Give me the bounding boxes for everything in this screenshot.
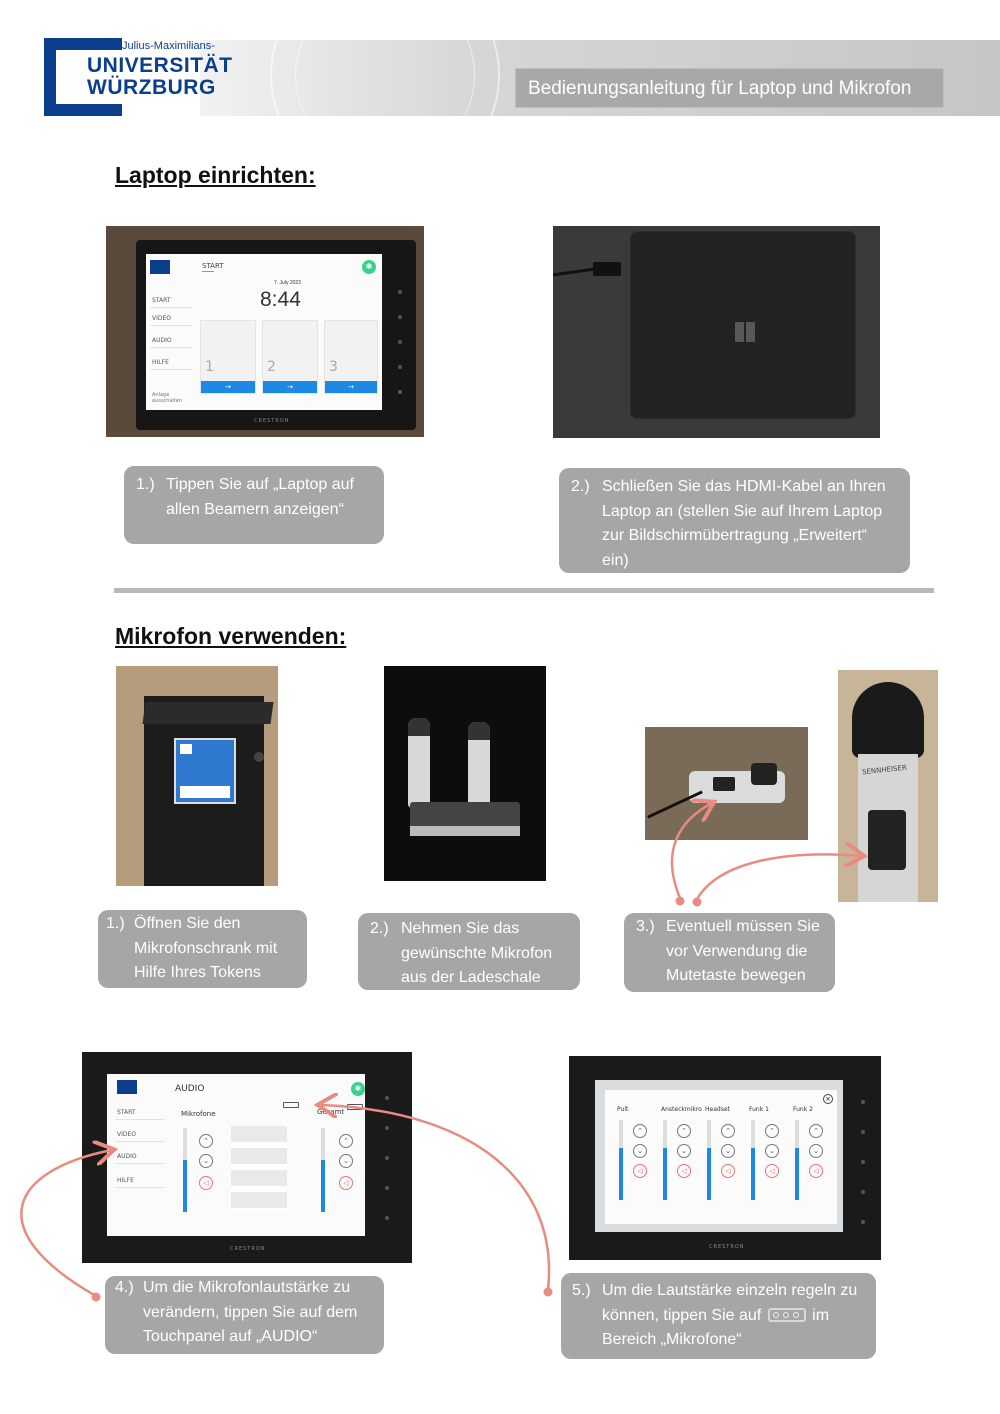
light-bulb-icon: ✱ [362,260,376,274]
lock-knob-icon [254,752,264,762]
card-number: 1 [205,359,214,375]
channel-label: Funk 1 [749,1106,769,1113]
start-card-2 [262,320,318,394]
photo-mic-cabinet [116,666,278,886]
arrow-dot [676,897,685,906]
caption-mic-step-1 [98,910,307,988]
arrow-dot [544,1288,553,1297]
menu-video: VIDEO [115,1128,165,1142]
step-text-part-a: Um die Lautstärke einzeln regeln zu können, tippen Sie auf [602,1282,858,1324]
menu-start: START [115,1106,165,1120]
device-brand: CRESTRON [230,1246,266,1252]
step-number: 1.) [106,915,125,932]
channel-slider [795,1120,799,1200]
channel-detail-icon [768,1308,806,1322]
bodypack-cable [647,790,703,818]
hardware-button [385,1216,389,1220]
hardware-button [385,1126,389,1130]
hardware-button [385,1156,389,1160]
volume-down-icon: ⌄ [633,1144,647,1158]
mic-presets-grid [231,1126,287,1210]
mute-icon: ◁ [721,1164,735,1178]
arrow-dot [92,1293,101,1302]
screen-title: START [202,262,224,270]
bodypack-transmitter [689,771,785,803]
slider-fill [707,1148,711,1200]
section-divider [114,588,934,593]
touchpanel-screen [146,254,382,410]
caption-mic-step-4 [105,1276,384,1354]
volume-down-icon: ⌄ [765,1144,779,1158]
step-text: Nehmen Sie das gewünschte Mikrofon aus der Ladeschale [401,920,553,986]
device-brand: CRESTRON [254,418,290,424]
step-text [602,1279,857,1353]
screen-logo-icon [117,1080,137,1094]
section-gesamt: Gesamt [317,1108,345,1116]
mic-volume-slider [183,1128,187,1212]
cabinet-top [142,702,273,724]
hardware-button [398,365,402,369]
card-number: 3 [329,359,338,375]
slider-fill [751,1148,755,1200]
slider-fill [183,1160,187,1212]
title-underline [202,271,214,272]
mute-icon: ◁ [765,1164,779,1178]
mute-switch-icon [713,777,735,791]
slider-fill [321,1160,325,1212]
step-text: Tippen Sie auf „Laptop auf allen Beamern anzeigen“ [166,476,354,518]
hardware-button [861,1100,865,1104]
channel-label: Pult [617,1106,629,1113]
hdmi-plug [593,262,621,276]
step-number: 5.) [572,1282,591,1299]
photo-touchpanel-audio [82,1052,412,1263]
screen-logo-icon [150,260,170,274]
mute-icon: ◁ [199,1176,213,1190]
step-text: Schließen Sie das HDMI-Kabel an Ihren Laptop an (stellen Sie auf Ihrem Laptop zur Bildschirmübertragung „Erweitert“ ein) [602,478,886,569]
slider-fill [619,1148,623,1200]
menu-video: VIDEO [150,312,192,326]
volume-up-icon: ⌃ [633,1124,647,1138]
heading-microphone: Mikrofon verwenden: [115,623,347,649]
channel-detail-icon [283,1102,299,1108]
card-number: 2 [267,359,276,375]
hardware-button [398,315,402,319]
heading-laptop: Laptop einrichten: [115,162,316,188]
cabinet-label-sticker [174,738,236,804]
screen-title: AUDIO [175,1084,205,1094]
logo-line-1: UNIVERSITÄT [87,54,233,77]
caption-mic-step-3 [624,913,835,992]
channel-strip [617,1106,657,1216]
mute-icon: ◁ [633,1164,647,1178]
light-bulb-icon: ✱ [351,1082,365,1096]
caption-laptop-step-1 [124,466,384,544]
menu-audio: AUDIO [150,334,192,348]
menu-audio: AUDIO [115,1150,165,1164]
section-mikrofone: Mikrofone [181,1110,216,1118]
slider-fill [663,1148,667,1200]
dock-base [410,826,520,836]
photo-handheld-mic [838,670,938,902]
windows-logo-icon [735,322,755,342]
mic-grille [468,722,490,740]
hardware-button [385,1096,389,1100]
mute-icon: ◁ [809,1164,823,1178]
arrow-right-icon: → [201,381,255,393]
hardware-button [861,1190,865,1194]
photo-charging-station [384,666,546,881]
channel-detail-icon [347,1104,363,1110]
seal-watermark-inner [295,40,475,116]
channel-slider [751,1120,755,1200]
photo-touchpanel-channels [569,1056,881,1260]
photo-touchpanel-start [106,226,424,437]
hardware-button [385,1186,389,1190]
touchpanel-bezel [136,240,416,430]
volume-up-icon: ⌃ [765,1124,779,1138]
master-volume-slider [321,1128,325,1212]
step-number: 4.) [115,1279,134,1296]
channel-label: Headset [705,1106,730,1113]
close-icon: × [823,1094,833,1104]
university-logo [44,38,233,118]
step-text-part-c: Bereich „Mikrofone“ [602,1331,742,1348]
mute-icon: ◁ [339,1176,353,1190]
sticker-panel [180,786,230,798]
audio-screen [107,1074,365,1236]
antenna-knob [751,763,777,785]
screen-time: 8:44 [260,288,301,311]
hardware-button [861,1220,865,1224]
channel-slider [619,1120,623,1200]
step-text-part-b: im [812,1306,830,1324]
start-card-1 [200,320,256,394]
photo-laptop-hdmi [553,226,880,438]
arrow-right-icon: → [263,381,317,393]
channel-label: Funk 2 [793,1106,813,1113]
logo-top-text: Julius-Maximilians- [122,40,215,52]
document-title: Bedienungsanleitung für Laptop und Mikrofon [515,68,944,108]
channel-strip [749,1106,789,1216]
step-text: Öffnen Sie den Mikrofonschrank mit Hilfe Ihres Tokens [134,915,278,981]
menu-start: START [150,294,192,308]
arrow-dot [693,898,702,907]
screen-date: 7. July 2023 [274,280,301,286]
power-off-label: Anlage ausschalten [152,392,183,404]
hardware-button [398,340,402,344]
caption-mic-step-5 [561,1273,876,1359]
caption-mic-step-2 [358,913,580,990]
volume-down-icon: ⌄ [809,1144,823,1158]
channel-strip [793,1106,833,1216]
volume-up-icon: ⌃ [809,1124,823,1138]
step-number: 2.) [370,920,389,937]
slider-fill [795,1148,799,1200]
photo-bodypack [645,727,808,840]
step-number: 1.) [136,476,155,493]
volume-down-icon: ⌄ [199,1154,213,1168]
channel-strip [661,1106,701,1216]
mic-brand-label: SENNHEISER [861,763,908,777]
volume-down-icon: ⌄ [721,1144,735,1158]
mic-head-grille [852,682,924,758]
channel-strip [705,1106,745,1216]
mic-mute-switch-icon [868,810,906,870]
step-text: Um die Mikrofonlautstärke zu verändern, tippen Sie auf dem Touchpanel auf „AUDIO“ [143,1279,358,1345]
microphone-1 [408,718,430,808]
volume-up-icon: ⌃ [199,1134,213,1148]
start-card-3 [324,320,378,394]
menu-hilfe: HILFE [115,1174,165,1188]
volume-up-icon: ⌃ [339,1134,353,1148]
volume-down-icon: ⌄ [339,1154,353,1168]
device-brand: CRESTRON [709,1244,745,1250]
hardware-button [398,290,402,294]
step-number: 3.) [636,918,655,935]
channel-slider [707,1120,711,1200]
mic-body [858,754,918,902]
step-number: 2.) [571,478,590,495]
mic-grille [408,718,430,736]
laptop-lid [631,232,855,418]
channel-label: Ansteckmikro [661,1106,702,1113]
volume-down-icon: ⌄ [677,1144,691,1158]
step-text: Eventuell müssen Sie vor Verwendung die Mutetaste bewegen [666,918,820,984]
microphone-2 [468,722,490,808]
channel-slider [663,1120,667,1200]
sticker-logo-icon [180,744,192,754]
menu-hilfe: HILFE [150,356,192,370]
volume-up-icon: ⌃ [677,1124,691,1138]
hardware-button [861,1130,865,1134]
hardware-button [398,390,402,394]
arrow-right-icon: → [325,381,377,393]
channels-screen [595,1080,843,1232]
logo-line-2: WÜRZBURG [87,76,216,99]
caption-laptop-step-2 [559,468,910,573]
mute-icon: ◁ [677,1164,691,1178]
hardware-button [861,1160,865,1164]
volume-up-icon: ⌃ [721,1124,735,1138]
